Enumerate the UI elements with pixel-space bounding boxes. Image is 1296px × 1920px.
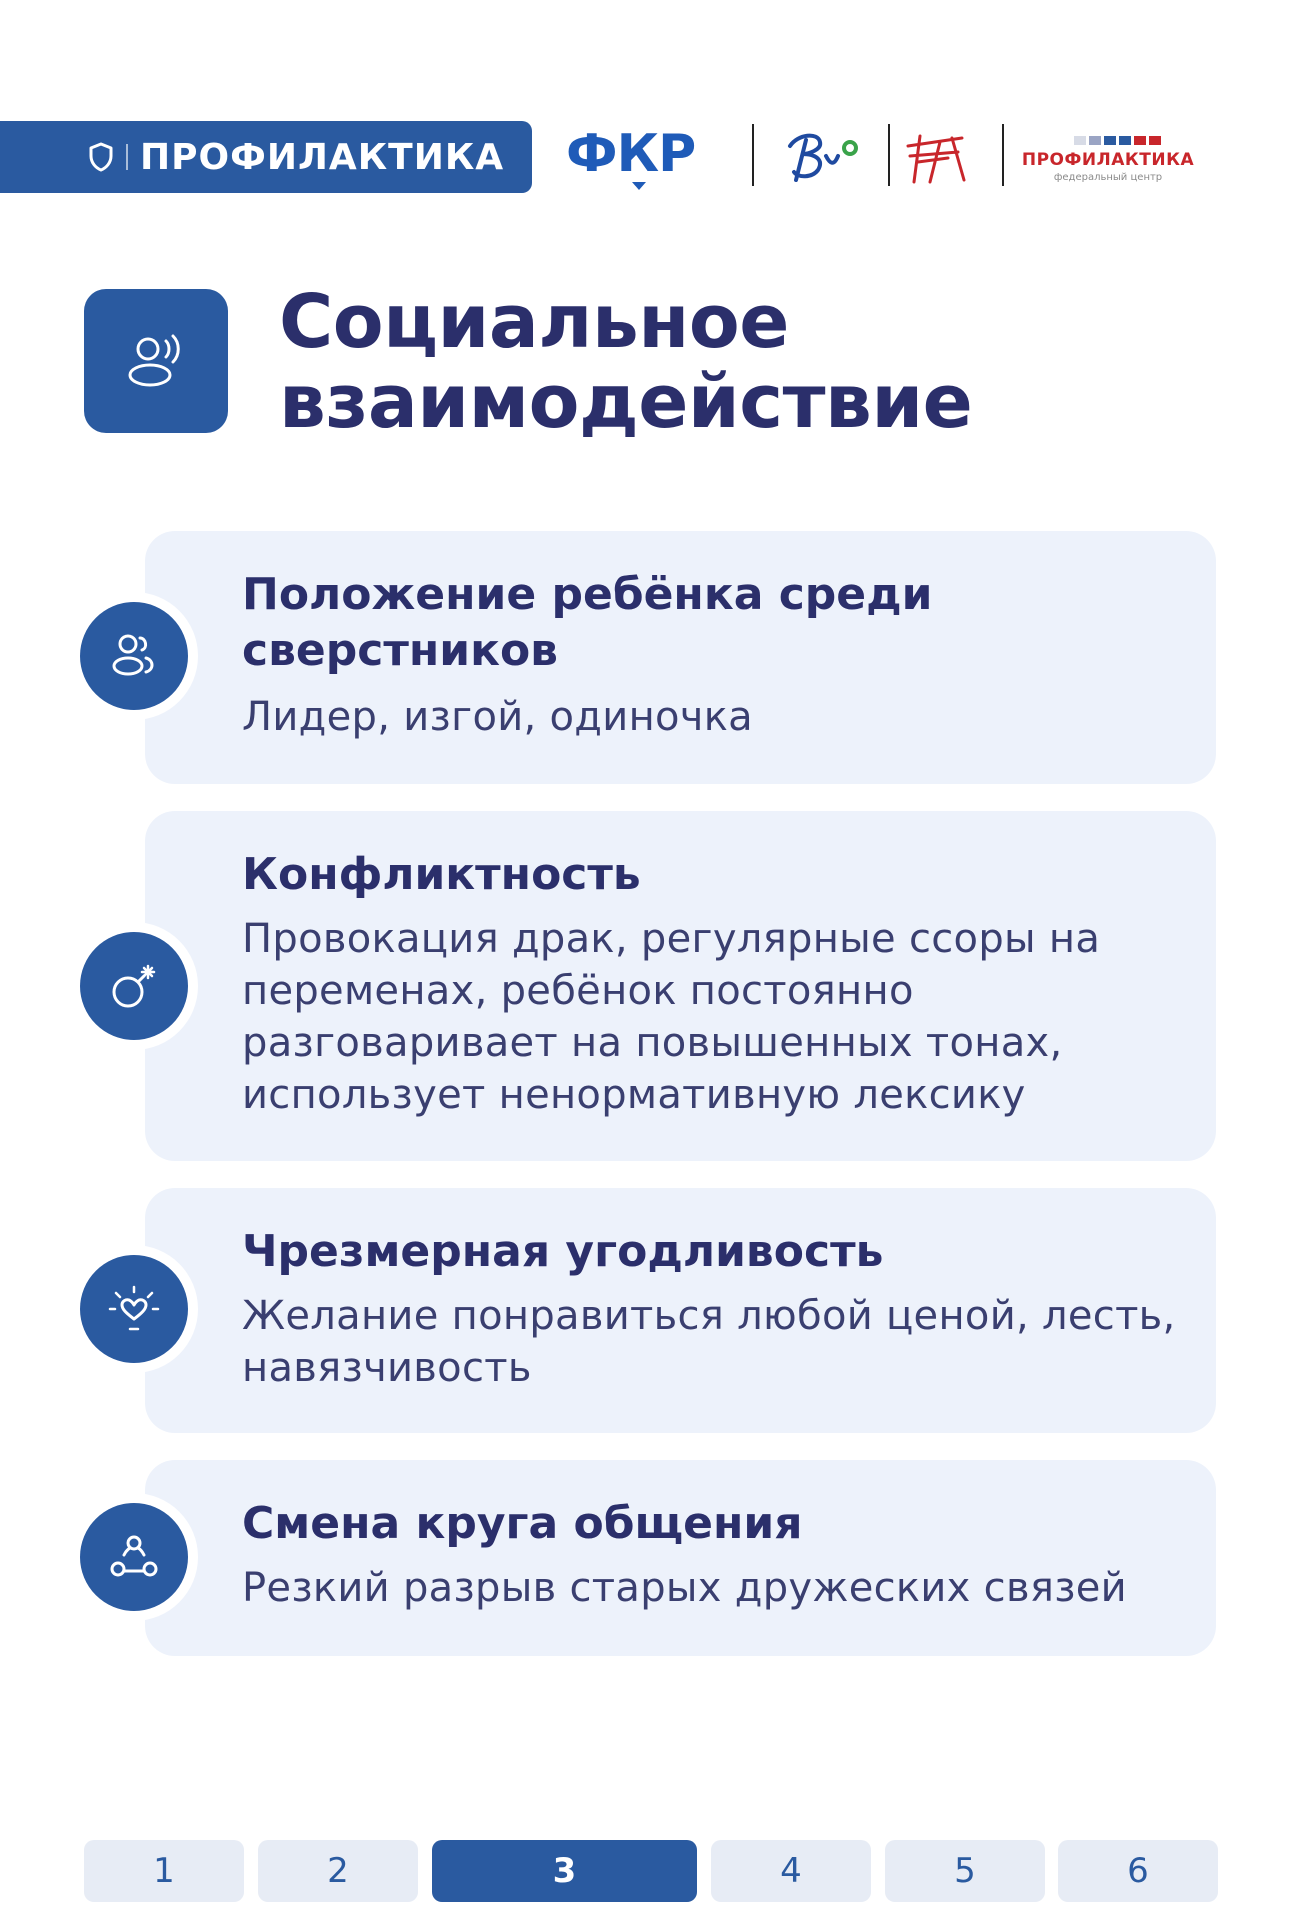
info-card: [145, 811, 1216, 1161]
card-icon-wrapper: [70, 1493, 198, 1621]
fkr-logo-mark: [632, 182, 646, 190]
flag-blocks: [1074, 130, 1164, 140]
page-button-6[interactable]: 6: [1058, 1840, 1218, 1902]
pagination: [84, 1840, 1218, 1902]
profilaktika-logo-subtitle: федеральный центр: [1053, 172, 1163, 183]
card-icon-wrapper: [70, 1245, 198, 1373]
vo-logo: [778, 126, 868, 186]
brand-bar: [0, 121, 532, 193]
profilaktika-logo: [1014, 130, 1204, 186]
card-icon-wrapper: [70, 592, 198, 720]
card-heading: Смена круга общения: [242, 1498, 803, 1549]
partner-logos: [560, 118, 1200, 198]
logo-divider: [1002, 124, 1004, 186]
info-card: [145, 531, 1216, 784]
card-text: Лидер, изгой, одиночка: [242, 694, 753, 740]
brand-label: ПРОФИЛАКТИКА: [140, 136, 505, 178]
logo-divider: [752, 124, 754, 186]
shield-icon: [88, 142, 114, 172]
person-voice-icon: [84, 289, 228, 433]
info-card: [145, 1460, 1216, 1656]
bomb-icon: [106, 958, 162, 1014]
fkr-logo: ФКР: [566, 124, 696, 184]
card-text: Провокация драк, регулярные ссоры на переменах, ребёнок постоянно разговаривает на повышенных тонах, использует ненормативную лексику: [242, 916, 1101, 1118]
brand-divider: [126, 144, 128, 170]
card-icon-wrapper: [70, 922, 198, 1050]
info-card: [145, 1188, 1216, 1433]
logo-divider: [888, 124, 890, 186]
sparkle-heart-icon: [106, 1281, 162, 1337]
card-text: Резкий разрыв старых дружеских связей: [242, 1565, 1127, 1611]
group-network-icon: [106, 1529, 162, 1585]
page-button-5[interactable]: 5: [885, 1840, 1045, 1902]
figure-logo: [900, 128, 970, 184]
card-heading: Положение ребёнка среди сверстников: [242, 569, 933, 676]
peers-icon: [106, 628, 162, 684]
page-button-1[interactable]: 1: [84, 1840, 244, 1902]
page-button-3-current[interactable]: 3: [432, 1840, 697, 1902]
card-heading: Конфликтность: [242, 849, 641, 900]
page-button-2[interactable]: 2: [258, 1840, 418, 1902]
page-button-4[interactable]: 4: [711, 1840, 871, 1902]
card-heading: Чрезмерная угодливость: [242, 1226, 884, 1277]
profilaktika-logo-title: ПРОФИЛАКТИКА: [1021, 150, 1195, 170]
person-voice-glyph: [124, 329, 188, 393]
page-title: Социальное взаимодействие: [279, 279, 973, 445]
card-text: Желание понравиться любой ценой, лесть, навязчивость: [242, 1293, 1176, 1391]
